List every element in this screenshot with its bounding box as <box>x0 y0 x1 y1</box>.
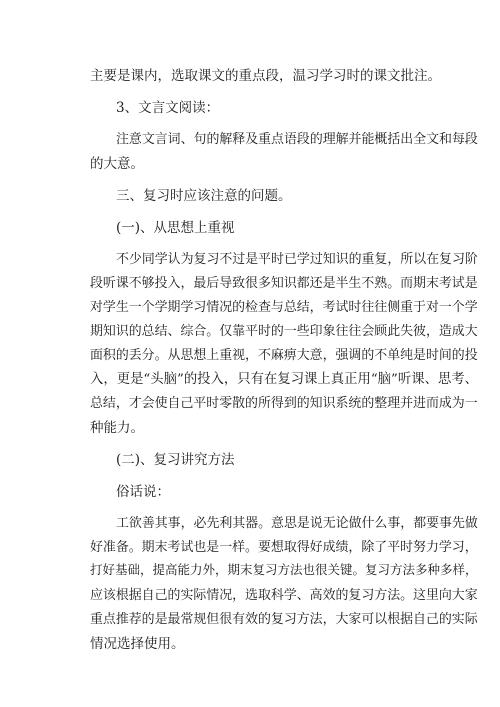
paragraph-line: 不少同学认为复习不过是平时已学过知识的重复，所以在复习阶 <box>116 252 478 267</box>
paragraph-line: 打好基础，提高能力外，期末复习方法也很关键。复习方法多种多样， <box>90 562 478 577</box>
paragraph-line: 总结，才会使自己平时零散的所得到的知识系统的整理并进而成为一 <box>90 396 478 411</box>
paragraph-line: 期知识的总结、综合。仅靠平时的一些印象往往会顾此失彼，造成大 <box>90 324 478 339</box>
paragraph-line: 的大意。 <box>90 156 144 172</box>
paragraph-line: 俗话说： <box>116 484 170 500</box>
paragraph-line: 注意文言词、句的解释及重点语段的理解并能概括出全文和每段 <box>116 132 478 147</box>
section-heading: 三、复习时应该注意的问题。 <box>116 188 292 204</box>
paragraph-line: 对学生一个学期学习情况的检查与总结，考试时往往侧重于对一个学 <box>90 300 478 315</box>
paragraph-line: 工欲善其事，必先利其器。意思是说无论做什么事，都要事先做 <box>116 516 478 531</box>
paragraph-line: 种能力。 <box>90 420 144 436</box>
paragraph-line: 情况选择使用。 <box>90 636 185 652</box>
paragraph-line: 入，更是“头脑”的投入，只有在复习课上真正用“脑”听课、思考、 <box>90 372 479 387</box>
paragraph-line: 重点推荐的是最常规但很有效的复习方法，大家可以根据自己的实际 <box>90 612 478 627</box>
paragraph-line: 主要是课内，选取课文的重点段，温习学习时的课文批注。 <box>90 68 441 84</box>
paragraph-line: 段听课不够投入，最后导致很多知识都还是半生不熟。而期末考试是 <box>90 276 478 291</box>
section-heading: 3、文言文阅读： <box>116 100 220 116</box>
paragraph-line: 面积的丢分。从思想上重视，不麻痹大意，强调的不单纯是时间的投 <box>90 348 478 363</box>
subsection-heading: (二)、复习讲究方法 <box>116 452 235 468</box>
paragraph-line: 应该根据自己的实际情况，选取科学、高效的复习方法。这里向大家 <box>90 588 478 603</box>
paragraph-line: 好准备。期末考试也是一样。要想取得好成绩，除了平时努力学习， <box>90 540 478 555</box>
subsection-heading: (一)、从思想上重视 <box>116 220 235 236</box>
